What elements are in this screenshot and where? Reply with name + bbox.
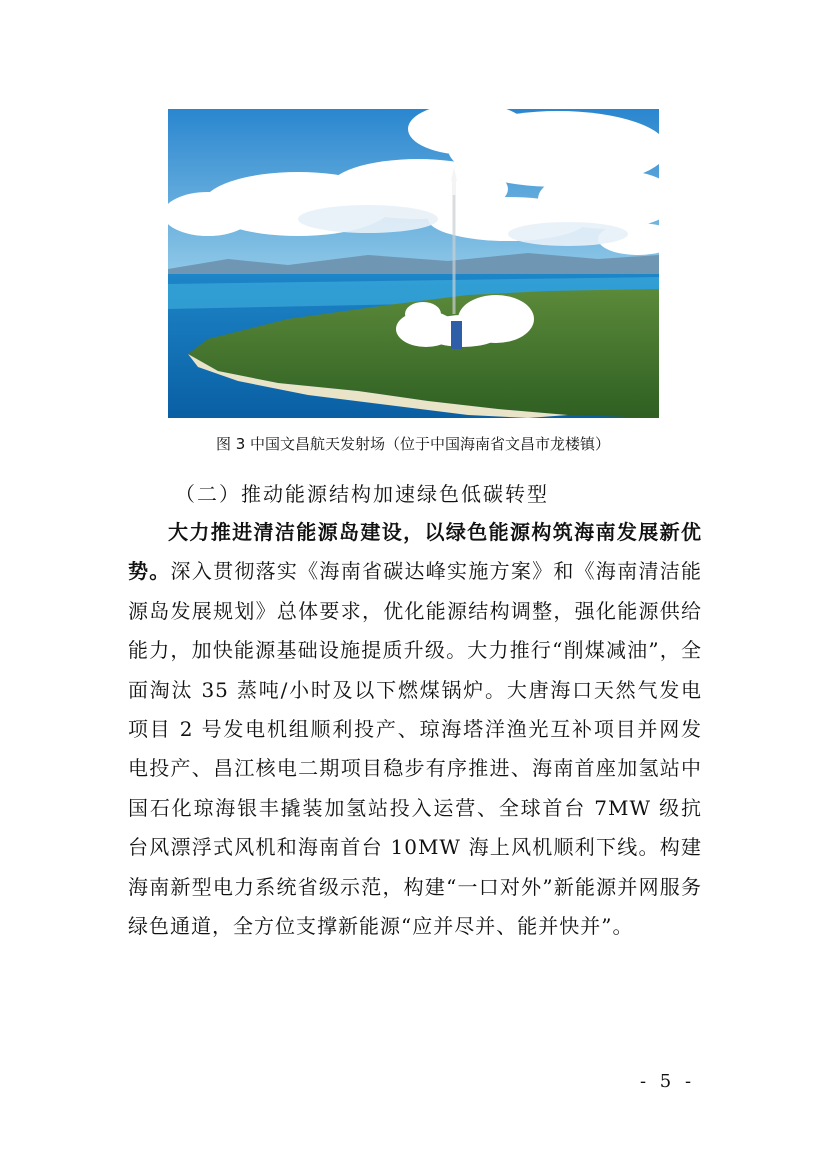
body-text: 深入贯彻落实《海南省碳达峰实施方案》和《海南清洁能源岛发展规划》总体要求，优化能源结构调整，强化能源供给能力，加快能源基础设施提质升级。大力推行“削煤减油”，全面淘汰 35 蒸吨/小时及以下燃煤锅炉。大唐海口天然气发电项目 2 号发电机组顺利投产、琼海塔洋渔光互补项目并网发电投产、昌江核电二期项目稳步有序推进、海南首座加氢站中国石化琼海银丰撬装加氢站投入运营、全球首台 7MW 级抗台风漂浮式风机和海南首台 10MW 海上风机顺利下线。构建海南新型电力系统省级示范，构建“一口对外”新能源并网服务绿色通道，全方位支撑新能源“应并尽并、能并快并”。 <box>128 559 703 939</box>
section-heading: （二）推动能源结构加速绿色低碳转型 <box>175 482 549 506</box>
body-paragraph <box>128 513 702 946</box>
rocket-launch-photo-icon <box>168 109 659 418</box>
figure-caption: 图 3 中国文昌航天发射场（位于中国海南省文昌市龙楼镇） <box>215 435 611 453</box>
launch-site-photo <box>168 109 659 418</box>
page-number: - 5 - <box>640 1071 696 1092</box>
lead-sentence: 大力推进清洁能源岛建设，以绿色能源构筑海南发展新优势。 <box>128 520 702 584</box>
